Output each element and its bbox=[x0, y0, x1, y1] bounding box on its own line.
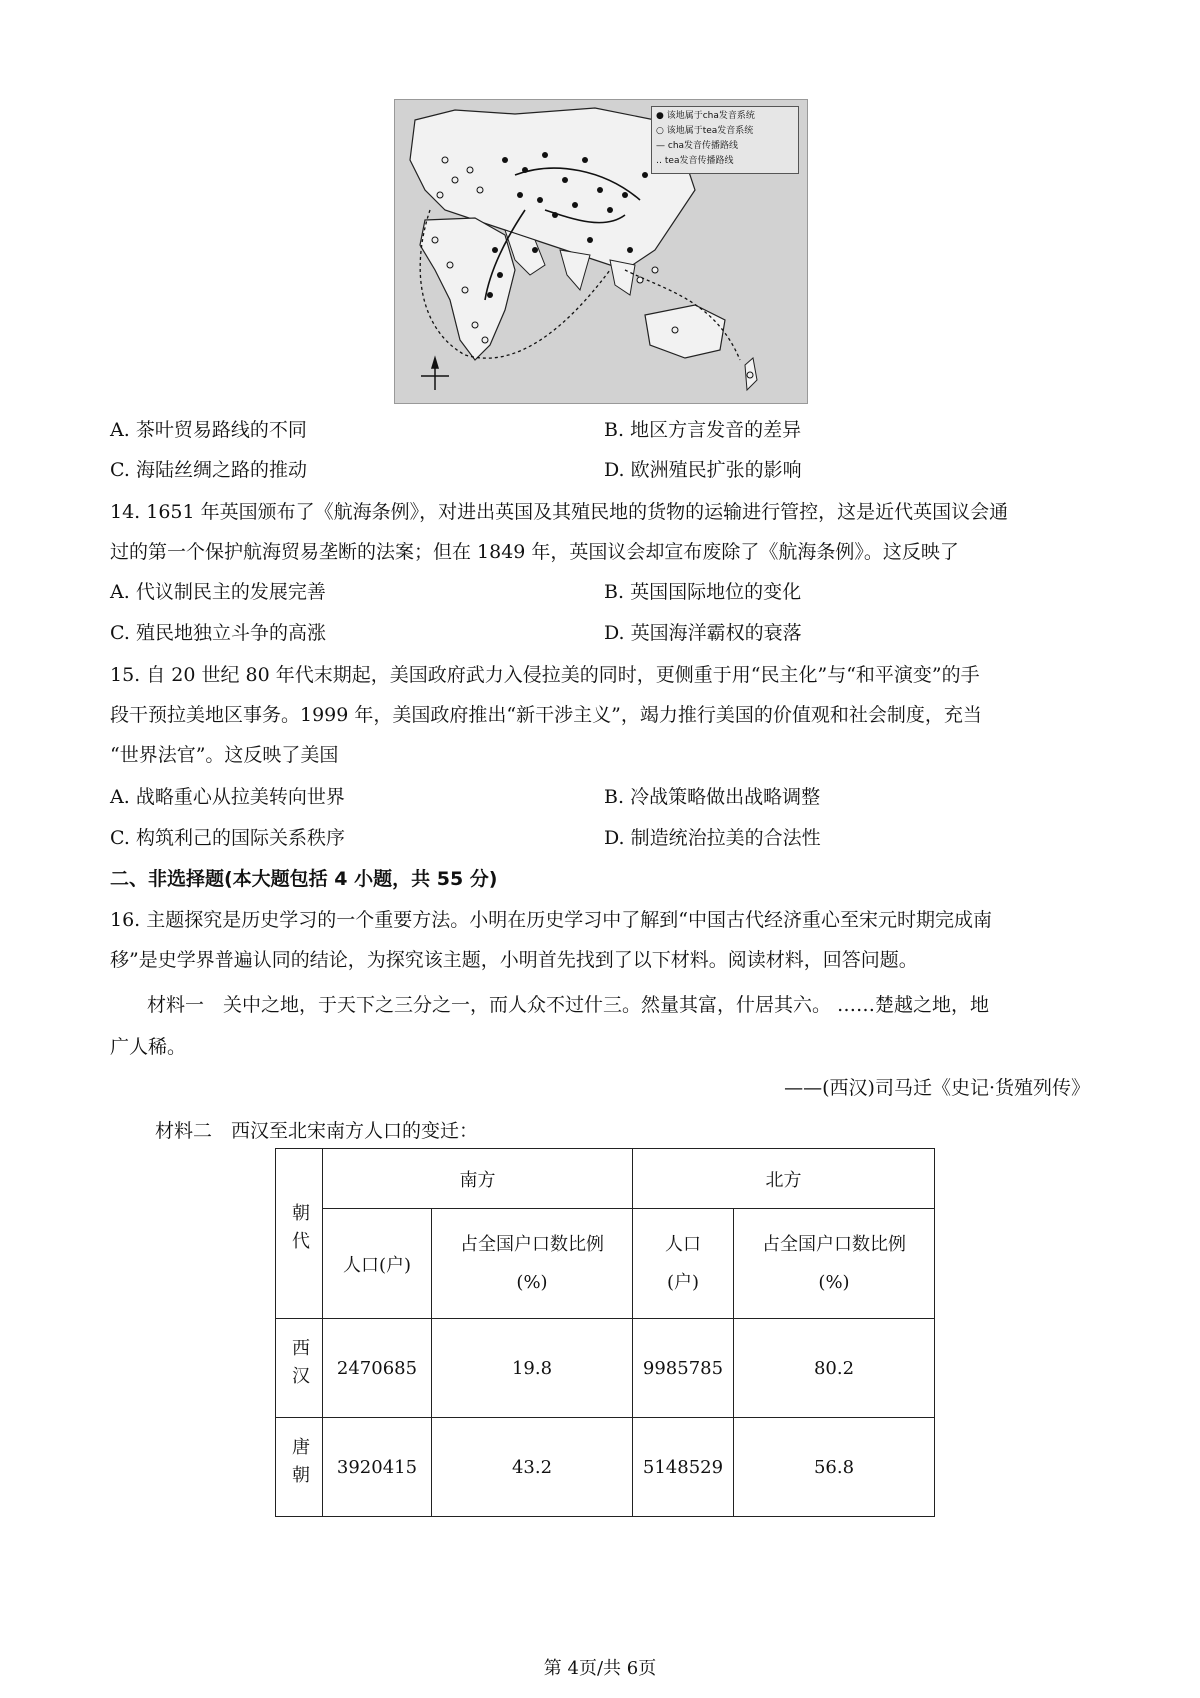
q14-option-c: C. 殖民地独立斗争的高涨 bbox=[110, 622, 326, 644]
q15-option-d: D. 制造统治拉美的合法性 bbox=[604, 827, 821, 849]
q15-stem-line3: “世界法官”。这反映了美国 bbox=[110, 744, 339, 766]
q14-option-d: D. 英国海洋霸权的衰落 bbox=[604, 622, 802, 644]
q16-stem-line1: 16. 主题探究是历史学习的一个重要方法。小明在历史学习中了解到“中国古代经济重心至宋元时期完成南 bbox=[110, 909, 992, 931]
north-pop-cell: 5148529 bbox=[633, 1418, 734, 1517]
q14-stem-line2: 过的第一个保护航海贸易垄断的法案；但在 1849 年，英国议会却宣布废除了《航海条例》。这反映了 bbox=[110, 541, 959, 563]
south-ratio-header: 占全国户口数比例 (%) bbox=[432, 1209, 633, 1319]
q13-option-c: C. 海陆丝绸之路的推动 bbox=[110, 459, 307, 481]
material2-title: 材料二 西汉至北宋南方人口的变迁： bbox=[155, 1120, 479, 1142]
q15-stem-line1: 15. 自 20 世纪 80 年代末期起，美国政府武力入侵拉美的同时，更侧重于用“民主化”与“和平演变”的手 bbox=[110, 664, 980, 686]
q14-stem-line1: 14. 1651 年英国颁布了《航海条例》，对进出英国及其殖民地的货物的运输进行管控，这是近代英国议会通 bbox=[110, 501, 1009, 523]
legend-cha-dot: ● 该地属于cha发音系统 bbox=[656, 111, 755, 121]
table-row bbox=[276, 1418, 935, 1517]
material1-line2: 广人稀。 bbox=[110, 1036, 187, 1058]
q13-option-d: D. 欧洲殖民扩张的影响 bbox=[604, 459, 802, 481]
legend-tea-route: ‥ tea发音传播路线 bbox=[656, 156, 734, 166]
page-footer: 第 4页/共 6页 bbox=[543, 1658, 657, 1679]
dynasty-cell: 唐朝 bbox=[276, 1418, 323, 1517]
south-ratio-cell: 19.8 bbox=[432, 1319, 633, 1418]
tea-pronunciation-map bbox=[394, 99, 808, 404]
material1-line1: 材料一 关中之地，于天下之三分之一，而人众不过什三。然量其富，什居其六。 ……楚越之地，地 bbox=[147, 994, 990, 1016]
north-pop-header: 人口 (户) bbox=[633, 1209, 734, 1319]
south-pop-header: 人口(户) bbox=[323, 1209, 432, 1319]
north-ratio-cell: 80.2 bbox=[734, 1319, 935, 1418]
south-ratio-cell: 43.2 bbox=[432, 1418, 633, 1517]
material1-source: ——(西汉)司马迁《史记·货殖列传》 bbox=[784, 1077, 1090, 1099]
q15-option-b: B. 冷战策略做出战略调整 bbox=[604, 786, 821, 808]
population-table bbox=[275, 1148, 935, 1517]
q15-option-a: A. 战略重心从拉美转向世界 bbox=[110, 786, 345, 808]
north-ratio-header: 占全国户口数比例 (%) bbox=[734, 1209, 935, 1319]
q15-stem-line2: 段干预拉美地区事务。1999 年，美国政府推出“新干涉主义”，竭力推行美国的价值观和社会制度，充当 bbox=[110, 704, 982, 726]
section2-title: 二、非选择题(本大题包括 4 小题，共 55 分) bbox=[110, 868, 498, 890]
north-pop-cell: 9985785 bbox=[633, 1319, 734, 1418]
legend-cha-route: — cha发音传播路线 bbox=[656, 141, 739, 151]
q13-option-a: A. 茶叶贸易路线的不同 bbox=[110, 419, 307, 441]
south-pop-cell: 3920415 bbox=[323, 1418, 432, 1517]
table-row bbox=[276, 1319, 935, 1418]
q16-stem-line2: 移”是史学界普遍认同的结论，为探究该主题，小明首先找到了以下材料。阅读材料，回答问题。 bbox=[110, 949, 918, 971]
north-ratio-cell: 56.8 bbox=[734, 1418, 935, 1517]
legend-tea-dot: ○ 该地属于tea发音系统 bbox=[656, 126, 754, 136]
north-header: 北方 bbox=[633, 1149, 935, 1209]
q14-option-a: A. 代议制民主的发展完善 bbox=[110, 581, 326, 603]
map-legend bbox=[651, 106, 799, 174]
q14-option-b: B. 英国国际地位的变化 bbox=[604, 581, 802, 603]
south-pop-cell: 2470685 bbox=[323, 1319, 432, 1418]
q15-option-c: C. 构筑利己的国际关系秩序 bbox=[110, 827, 345, 849]
dynasty-cell: 西汉 bbox=[276, 1319, 323, 1418]
south-header: 南方 bbox=[323, 1149, 633, 1209]
dynasty-header: 朝代 bbox=[276, 1149, 323, 1319]
q13-option-b: B. 地区方言发音的差异 bbox=[604, 419, 802, 441]
